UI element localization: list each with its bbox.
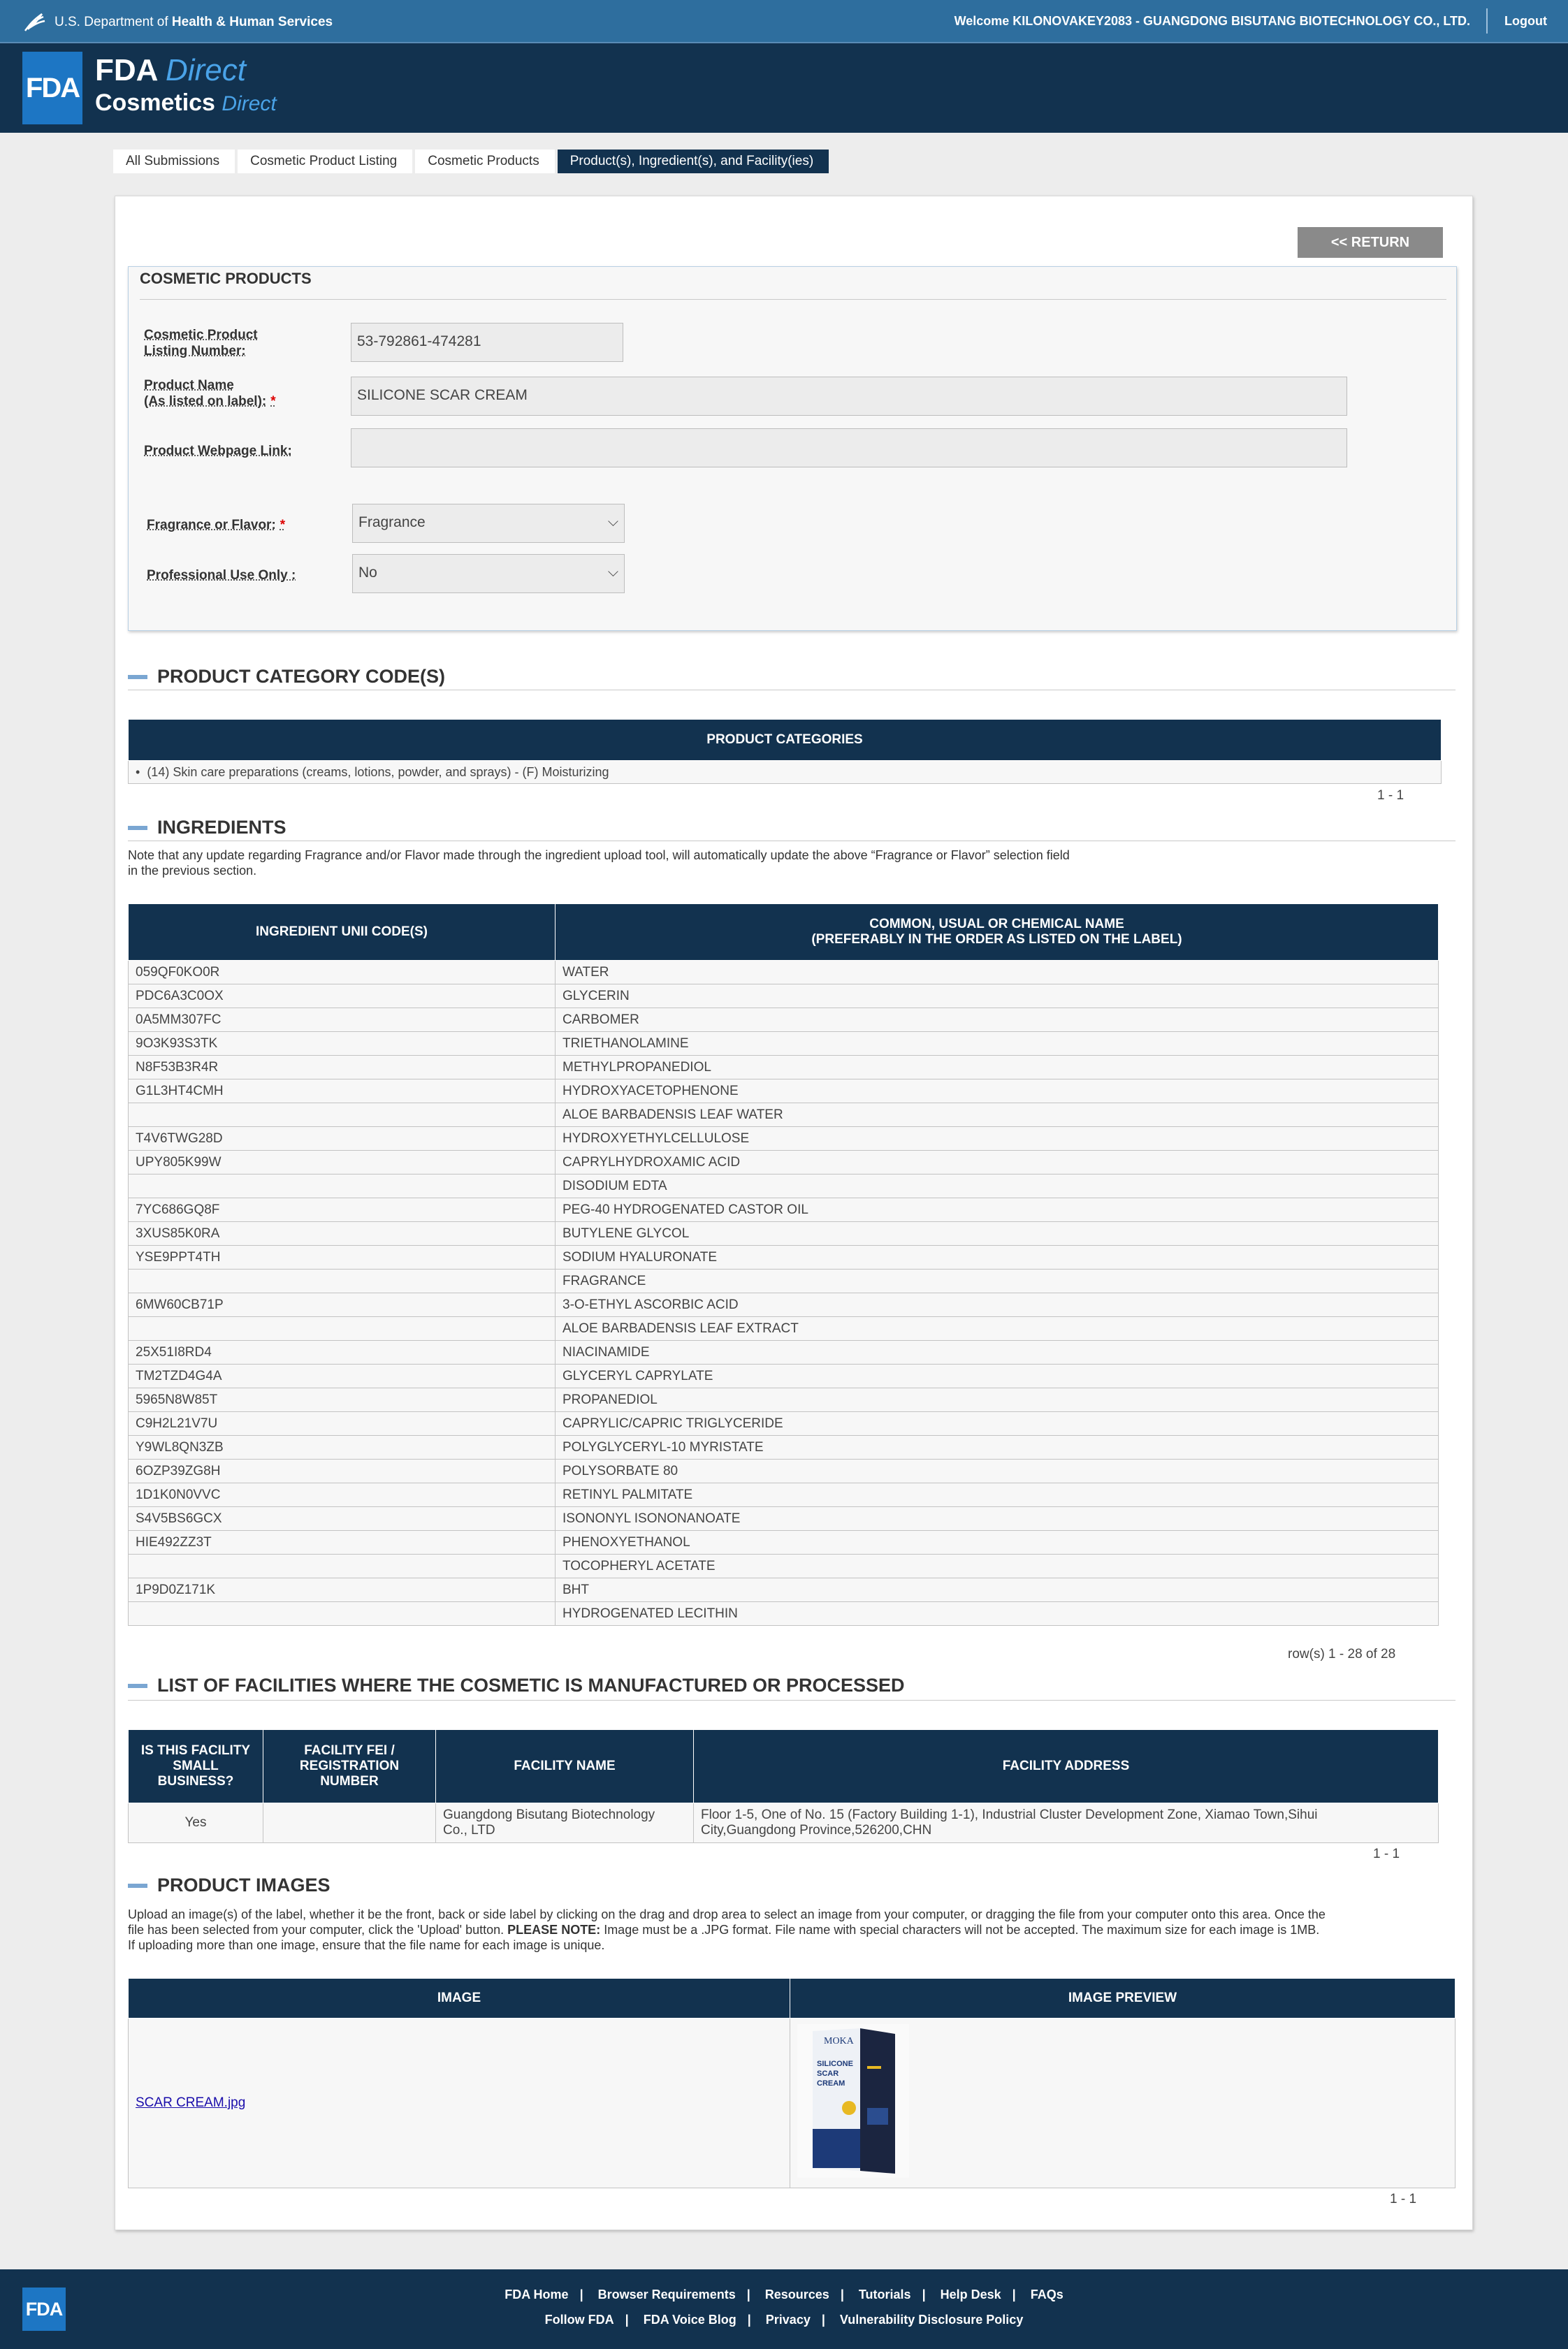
unii-code-cell: 1D1K0N0VVC bbox=[129, 1483, 556, 1507]
fragrance-label bbox=[147, 517, 285, 533]
ingredient-name-cell: HYDROXYETHYLCELLULOSE bbox=[556, 1127, 1439, 1151]
breadcrumb-current[interactable]: Product(s), Ingredient(s), and Facility(ies) bbox=[558, 150, 829, 173]
unii-code-cell bbox=[129, 1174, 556, 1198]
fragrance-select[interactable] bbox=[352, 504, 625, 543]
images-note-line2c: Image must be a .JPG format. File name with special characters will not be accepted. The maximum size for each image is 1MB. bbox=[600, 1923, 1320, 1937]
ingredients-note-line1: Note that any update regarding Fragrance and/or Flavor made through the ingredient upload tool, will automatically update the above “Fragrance or Flavor” selection field bbox=[128, 848, 1070, 862]
unii-code-cell bbox=[129, 1270, 556, 1293]
required-marker: * bbox=[270, 394, 276, 409]
footer-link-follow-fda[interactable]: Follow FDA bbox=[544, 2313, 614, 2327]
ingredient-name-cell: WATER bbox=[556, 961, 1439, 984]
table-row bbox=[129, 2019, 1456, 2188]
images-note-line3: If uploading more than one image, ensure that the file name for each image is unique. bbox=[128, 1938, 605, 1952]
facility-name-line1: Guangdong Bisutang Biotechnology bbox=[443, 1808, 655, 1822]
facilities-section-heading[interactable] bbox=[128, 1675, 905, 1696]
cosmetics-direct-brand bbox=[95, 89, 277, 117]
footer-separator: | bbox=[747, 2313, 751, 2327]
unii-code-cell bbox=[129, 1602, 556, 1626]
col-image-preview: IMAGE PREVIEW bbox=[790, 1979, 1456, 2019]
hhs-name: Health & Human Services bbox=[171, 15, 333, 29]
unii-code-cell: 5965N8W85T bbox=[129, 1388, 556, 1412]
small-business-cell: Yes bbox=[129, 1803, 263, 1843]
ingredient-name-cell: PROPANEDIOL bbox=[556, 1388, 1439, 1412]
table-row bbox=[129, 1412, 1439, 1436]
unii-code-cell: UPY805K99W bbox=[129, 1151, 556, 1174]
ingredient-name-cell: SODIUM HYALURONATE bbox=[556, 1246, 1439, 1270]
site-header bbox=[0, 42, 1568, 133]
footer-link-resources[interactable]: Resources bbox=[764, 2288, 829, 2301]
table-row bbox=[129, 1507, 1439, 1531]
product-box-image bbox=[797, 2024, 909, 2178]
professional-use-select[interactable] bbox=[352, 554, 625, 593]
required-marker: * bbox=[280, 518, 286, 532]
footer-link-faqs[interactable]: FAQs bbox=[1030, 2288, 1064, 2301]
table-row bbox=[129, 1079, 1439, 1103]
unii-code-cell: N8F53B3R4R bbox=[129, 1056, 556, 1079]
col-image: IMAGE bbox=[129, 1979, 790, 2019]
ingredients-section-heading[interactable] bbox=[128, 817, 286, 838]
table-row bbox=[129, 1032, 1439, 1056]
footer-link-voice-blog[interactable]: FDA Voice Blog bbox=[643, 2313, 736, 2327]
ingredient-name-cell: FRAGRANCE bbox=[556, 1270, 1439, 1293]
chevron-down-icon: ⌵ bbox=[607, 514, 618, 530]
breadcrumb-cosmetic-product-listing[interactable]: Cosmetic Product Listing bbox=[238, 150, 412, 173]
images-table bbox=[128, 1978, 1456, 2188]
unii-code-cell: HIE492ZZ3T bbox=[129, 1531, 556, 1555]
unii-code-cell: 9O3K93S3TK bbox=[129, 1032, 556, 1056]
facilities-pager: 1 - 1 bbox=[1373, 1847, 1400, 1861]
table-row bbox=[129, 1317, 1439, 1341]
ingredient-name-cell: BUTYLENE GLYCOL bbox=[556, 1222, 1439, 1246]
listing-label-line1: Cosmetic Product bbox=[144, 328, 258, 342]
ingredient-name-cell: BHT bbox=[556, 1578, 1439, 1602]
breadcrumb-all-submissions[interactable]: All Submissions bbox=[113, 150, 235, 173]
listing-number-field[interactable]: 53-792861-474281 bbox=[351, 323, 623, 362]
unii-code-cell: 7YC686GQ8F bbox=[129, 1198, 556, 1222]
category-item: (14) Skin care preparations (creams, lotions, powder, and sprays) - (F) Moisturizing bbox=[147, 764, 609, 779]
fragrance-selected-value: Fragrance bbox=[358, 514, 426, 530]
listing-number-label bbox=[144, 327, 258, 359]
images-note bbox=[128, 1907, 1456, 1953]
unii-code-cell: 1P9D0Z171K bbox=[129, 1578, 556, 1602]
col-fei-line2: REGISTRATION bbox=[299, 1759, 400, 1773]
table-row bbox=[129, 1341, 1439, 1365]
images-note-line2a: file has been selected from your computer, click the 'Upload' button. bbox=[128, 1923, 508, 1937]
ingredient-name-cell: ALOE BARBADENSIS LEAF EXTRACT bbox=[556, 1317, 1439, 1341]
ingredient-name-cell: TRIETHANOLAMINE bbox=[556, 1032, 1439, 1056]
footer-link-privacy[interactable]: Privacy bbox=[765, 2313, 811, 2327]
col-fei bbox=[263, 1730, 436, 1803]
form-divider bbox=[140, 299, 1446, 300]
table-row bbox=[129, 984, 1439, 1008]
table-row bbox=[129, 1388, 1439, 1412]
col-common-name bbox=[556, 904, 1439, 961]
ingredient-name-cell: CAPRYLHYDROXAMIC ACID bbox=[556, 1151, 1439, 1174]
unii-code-cell: Y9WL8QN3ZB bbox=[129, 1436, 556, 1460]
unii-code-cell: 0A5MM307FC bbox=[129, 1008, 556, 1032]
collapse-icon[interactable] bbox=[128, 1884, 147, 1888]
fragrance-label-text: Fragrance or Flavor: bbox=[147, 518, 276, 532]
unii-code-cell bbox=[129, 1103, 556, 1127]
image-file-link[interactable]: SCAR CREAM.jpg bbox=[136, 2095, 246, 2110]
table-row bbox=[129, 1578, 1439, 1602]
col-name-line1: COMMON, USUAL OR CHEMICAL NAME bbox=[869, 917, 1124, 931]
table-row bbox=[129, 1270, 1439, 1293]
product-name-label bbox=[144, 377, 276, 409]
collapse-icon[interactable] bbox=[128, 1684, 147, 1688]
unii-code-cell: TM2TZD4G4A bbox=[129, 1365, 556, 1388]
site-footer bbox=[0, 2269, 1568, 2349]
images-note-please: PLEASE NOTE: bbox=[507, 1923, 601, 1937]
unii-code-cell: S4V5BS6GCX bbox=[129, 1507, 556, 1531]
unii-code-cell: 6OZP39ZG8H bbox=[129, 1460, 556, 1483]
cosmetic-products-form bbox=[128, 266, 1457, 631]
ingredient-name-cell: ALOE BARBADENSIS LEAF WATER bbox=[556, 1103, 1439, 1127]
col-name-line2: (PREFERABLY IN THE ORDER AS LISTED ON THE LABEL) bbox=[811, 932, 1182, 947]
footer-separator: | bbox=[746, 2288, 750, 2301]
product-image-preview[interactable] bbox=[797, 2024, 909, 2178]
facilities-table bbox=[128, 1729, 1439, 1843]
footer-separator: | bbox=[821, 2313, 825, 2327]
hhs-top-bar bbox=[0, 0, 1568, 42]
facility-name-line2: Co., LTD bbox=[443, 1823, 495, 1838]
ingredient-name-cell: METHYLPROPANEDIOL bbox=[556, 1056, 1439, 1079]
hhs-link[interactable] bbox=[22, 11, 333, 34]
unii-code-cell: 6MW60CB71P bbox=[129, 1293, 556, 1317]
ingredient-name-cell: POLYSORBATE 80 bbox=[556, 1460, 1439, 1483]
ingredient-name-cell: GLYCERIN bbox=[556, 984, 1439, 1008]
fei-cell bbox=[263, 1803, 436, 1843]
table-row bbox=[129, 1246, 1439, 1270]
breadcrumb-cosmetic-products[interactable]: Cosmetic Products bbox=[415, 150, 554, 173]
webpage-link-label: Product Webpage Link: bbox=[144, 444, 292, 458]
category-pager: 1 - 1 bbox=[1377, 788, 1404, 803]
category-table bbox=[128, 719, 1442, 784]
footer-link-help-desk[interactable]: Help Desk bbox=[940, 2288, 1001, 2301]
col-small-line1: IS THIS FACILITY bbox=[140, 1743, 251, 1758]
unii-code-cell: 3XUS85K0RA bbox=[129, 1222, 556, 1246]
image-file-cell bbox=[129, 2019, 790, 2188]
footer-separator: | bbox=[922, 2288, 926, 2301]
footer-separator: | bbox=[1012, 2288, 1016, 2301]
category-header: PRODUCT CATEGORIES bbox=[129, 720, 1442, 761]
name-label-line2: (As listed on label): bbox=[144, 394, 267, 409]
product-name-field[interactable]: SILICONE SCAR CREAM bbox=[351, 377, 1347, 416]
ingredient-name-cell: HYDROXYACETOPHENONE bbox=[556, 1079, 1439, 1103]
ingredient-name-cell: PHENOXYETHANOL bbox=[556, 1531, 1439, 1555]
fda-direct-brand bbox=[95, 53, 246, 88]
table-row bbox=[129, 1436, 1439, 1460]
table-row bbox=[129, 1056, 1439, 1079]
footer-separator: | bbox=[840, 2288, 844, 2301]
footer-separator: | bbox=[625, 2313, 629, 2327]
footer-link-fda-home[interactable]: FDA Home bbox=[504, 2288, 569, 2301]
unii-code-cell bbox=[129, 1317, 556, 1341]
table-row bbox=[129, 1460, 1439, 1483]
address-line1: Floor 1-5, One of No. 15 (Factory Building 1-1), Industrial Cluster Development Zone, Xiamao Town,Sihui bbox=[701, 1808, 1318, 1822]
col-fei-line1: FACILITY FEI / bbox=[304, 1743, 395, 1758]
table-row bbox=[129, 1151, 1439, 1174]
unii-code-cell: T4V6TWG28D bbox=[129, 1127, 556, 1151]
box-line1: SILICONE bbox=[817, 2060, 853, 2068]
unii-code-cell: 059QF0KO0R bbox=[129, 961, 556, 984]
hhs-prefix: U.S. Department of bbox=[55, 15, 168, 29]
col-small-business bbox=[129, 1730, 263, 1803]
box-brand: MOKA bbox=[824, 2036, 854, 2046]
unii-code-cell: G1L3HT4CMH bbox=[129, 1079, 556, 1103]
return-button[interactable]: << RETURN bbox=[1298, 227, 1443, 258]
address-line2: City,Guangdong Province,526200,CHN bbox=[701, 1823, 932, 1838]
professional-use-label: Professional Use Only : bbox=[147, 568, 296, 583]
box-line2: SCAR bbox=[817, 2070, 839, 2078]
footer-link-browser-requirements[interactable]: Browser Requirements bbox=[597, 2288, 736, 2301]
ingredient-name-cell: POLYGLYCERYL-10 MYRISTATE bbox=[556, 1436, 1439, 1460]
footer-separator: | bbox=[579, 2288, 583, 2301]
images-note-line1: Upload an image(s) of the label, whether it be the front, back or side label by clicking on the drag and drop area to select an image from your computer, or dragging the file from your computer onto this area. Once the bbox=[128, 1907, 1326, 1921]
table-row bbox=[129, 1803, 1439, 1843]
col-fei-line3: NUMBER bbox=[320, 1774, 379, 1789]
ingredient-name-cell: PEG-40 HYDROGENATED CASTOR OIL bbox=[556, 1198, 1439, 1222]
ingredient-name-cell: ISONONYL ISONONANOATE bbox=[556, 1507, 1439, 1531]
table-row bbox=[129, 1008, 1439, 1032]
unii-code-cell: 25X51I8RD4 bbox=[129, 1341, 556, 1365]
collapse-icon[interactable] bbox=[128, 675, 147, 679]
topbar-divider bbox=[1486, 8, 1488, 34]
logout-link[interactable]: Logout bbox=[1504, 14, 1547, 28]
unii-code-cell bbox=[129, 1555, 556, 1578]
table-row: • (14) Skin care preparations (creams, lotions, powder, and sprays) - (F) Moisturizing bbox=[129, 761, 1442, 784]
welcome-text: Welcome KILONOVAKEY2083 - GUANGDONG BISUTANG BIOTECHNOLOGY CO., LTD. bbox=[954, 14, 1470, 28]
brand-fda: FDA bbox=[95, 53, 157, 87]
ingredients-pager: row(s) 1 - 28 of 28 bbox=[1288, 1647, 1396, 1661]
image-preview-cell bbox=[790, 2019, 1456, 2188]
brand-cosmetics: Cosmetics bbox=[95, 89, 215, 116]
footer-fda-logo[interactable]: FDA bbox=[22, 2288, 66, 2331]
ingredient-name-cell: RETINYL PALMITATE bbox=[556, 1483, 1439, 1507]
ingredient-name-cell: HYDROGENATED LECITHIN bbox=[556, 1602, 1439, 1626]
ingredient-name-cell: CARBOMER bbox=[556, 1008, 1439, 1032]
category-heading-text: PRODUCT CATEGORY CODE(S) bbox=[157, 666, 446, 687]
facility-address-cell bbox=[694, 1803, 1439, 1843]
table-row bbox=[129, 1198, 1439, 1222]
listing-label-line2: Listing Number: bbox=[144, 344, 246, 358]
ingredients-note bbox=[128, 848, 1070, 878]
chevron-down-icon: ⌵ bbox=[607, 565, 618, 580]
webpage-link-field[interactable] bbox=[351, 428, 1347, 467]
ingredient-name-cell: TOCOPHERYL ACETATE bbox=[556, 1555, 1439, 1578]
category-section-heading[interactable] bbox=[128, 666, 445, 688]
col-small-line2: SMALL bbox=[173, 1759, 219, 1773]
fda-logo[interactable]: FDA bbox=[22, 52, 82, 124]
ingredients-note-line2: in the previous section. bbox=[128, 864, 257, 878]
unii-code-cell: YSE9PPT4TH bbox=[129, 1246, 556, 1270]
ingredient-name-cell: 3-O-ETHYL ASCORBIC ACID bbox=[556, 1293, 1439, 1317]
name-label-line1: Product Name bbox=[144, 378, 234, 393]
table-row bbox=[129, 1602, 1439, 1626]
col-facility-name: FACILITY NAME bbox=[436, 1730, 694, 1803]
table-row bbox=[129, 1127, 1439, 1151]
images-section-heading[interactable] bbox=[128, 1875, 331, 1896]
ingredient-name-cell: NIACINAMIDE bbox=[556, 1341, 1439, 1365]
table-row bbox=[129, 961, 1439, 984]
footer-link-vulnerability-disclosure[interactable]: Vulnerability Disclosure Policy bbox=[839, 2313, 1024, 2327]
facility-name-cell bbox=[436, 1803, 694, 1843]
facilities-heading-text: LIST OF FACILITIES WHERE THE COSMETIC IS MANUFACTURED OR PROCESSED bbox=[157, 1675, 905, 1696]
box-line3: CREAM bbox=[817, 2079, 845, 2088]
table-row bbox=[129, 1222, 1439, 1246]
images-pager: 1 - 1 bbox=[1390, 2192, 1417, 2206]
ingredient-name-cell: DISODIUM EDTA bbox=[556, 1174, 1439, 1198]
col-unii-code: INGREDIENT UNII CODE(S) bbox=[129, 904, 556, 961]
ingredients-table bbox=[128, 903, 1439, 1626]
table-row bbox=[129, 1103, 1439, 1127]
brand-direct: Direct bbox=[166, 53, 246, 87]
table-row bbox=[129, 1555, 1439, 1578]
main-panel bbox=[115, 196, 1473, 2230]
professional-selected-value: No bbox=[358, 565, 377, 581]
footer-link-tutorials[interactable]: Tutorials bbox=[858, 2288, 911, 2301]
footer-links-row1 bbox=[0, 2288, 1568, 2302]
table-row bbox=[129, 1531, 1439, 1555]
table-row bbox=[129, 1365, 1439, 1388]
col-small-line3: BUSINESS? bbox=[157, 1774, 234, 1789]
collapse-icon[interactable] bbox=[128, 826, 147, 830]
ingredient-name-cell: CAPRYLIC/CAPRIC TRIGLYCERIDE bbox=[556, 1412, 1439, 1436]
footer-links-row2 bbox=[0, 2313, 1568, 2327]
table-row bbox=[129, 1483, 1439, 1507]
section-divider bbox=[128, 1700, 1456, 1701]
ingredients-body bbox=[129, 961, 1439, 1626]
brand-cosmetics-direct: Direct bbox=[222, 92, 277, 115]
images-heading-text: PRODUCT IMAGES bbox=[157, 1875, 331, 1896]
hhs-eagle-icon bbox=[22, 11, 46, 34]
table-row bbox=[129, 1293, 1439, 1317]
col-facility-address: FACILITY ADDRESS bbox=[694, 1730, 1439, 1803]
ingredients-heading-text: INGREDIENTS bbox=[157, 817, 286, 838]
breadcrumb bbox=[113, 150, 832, 173]
unii-code-cell: C9H2L21V7U bbox=[129, 1412, 556, 1436]
ingredient-name-cell: GLYCERYL CAPRYLATE bbox=[556, 1365, 1439, 1388]
table-row bbox=[129, 1174, 1439, 1198]
form-title: COSMETIC PRODUCTS bbox=[140, 270, 312, 287]
unii-code-cell: PDC6A3C0OX bbox=[129, 984, 556, 1008]
